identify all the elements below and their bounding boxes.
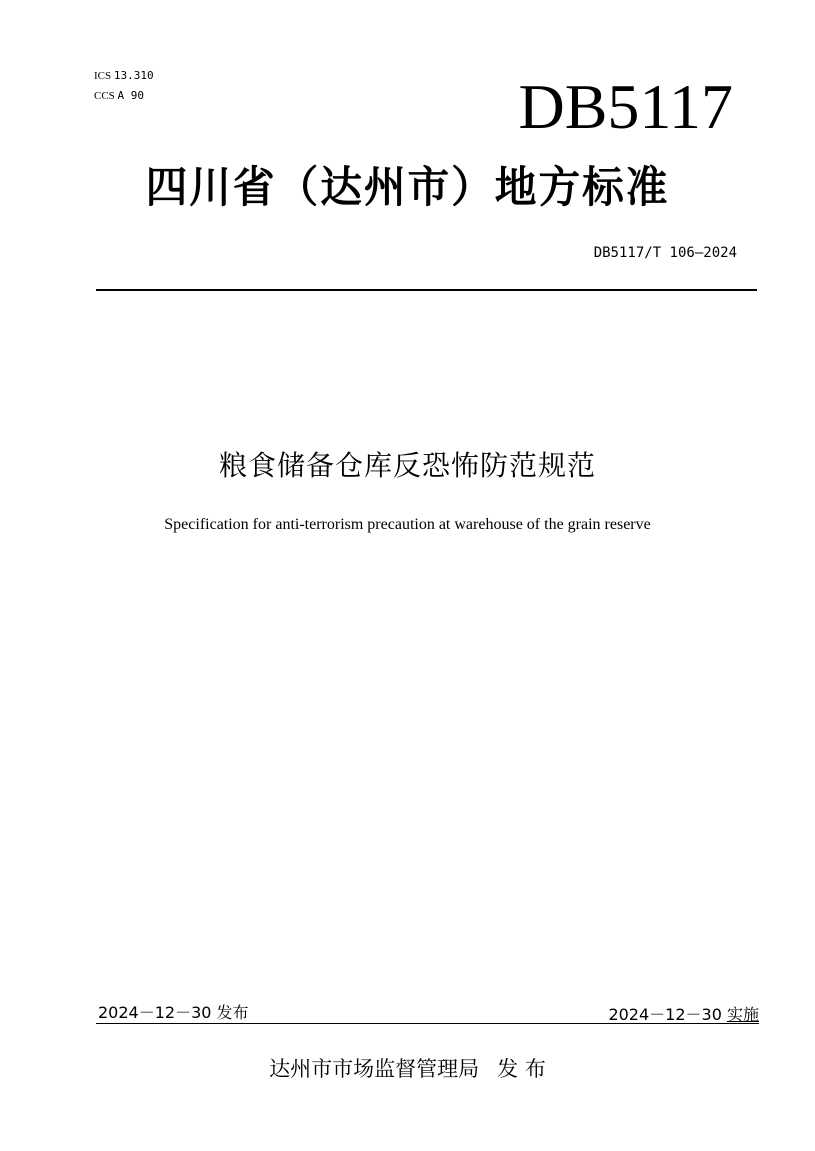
standard-category-title: 四川省（达州市）地方标准 — [145, 163, 670, 213]
ccs-line — [94, 86, 154, 106]
db-mark: DB5117 — [518, 71, 733, 142]
standard-number: DB5117/T 106—2024 — [593, 245, 737, 261]
header-divider — [96, 289, 757, 291]
document-title-en: Specification for anti-terrorism precaution at warehouse of the grain reserve — [164, 516, 651, 533]
issuer-line — [0, 1054, 815, 1084]
implement-date — [608, 1005, 759, 1025]
ics-line — [94, 66, 154, 86]
implement-date-value: 2024－12－30 — [608, 1005, 722, 1024]
footer-divider — [96, 1023, 759, 1024]
issuer-action: 发 布 — [497, 1057, 546, 1081]
ccs-code: A 90 — [117, 89, 145, 102]
ics-label: ICS — [94, 70, 112, 82]
issuer-name: 达州市市场监督管理局 — [269, 1057, 480, 1081]
document-title-cn: 粮食储备仓库反恐怖防范规范 — [218, 449, 596, 482]
publish-date-label: 发布 — [216, 1003, 249, 1022]
classification-codes — [94, 66, 154, 106]
ccs-label: CCS — [94, 90, 115, 102]
publish-date — [98, 1003, 249, 1023]
implement-date-label: 实施 — [726, 1005, 759, 1024]
ics-code: 13.310 — [113, 69, 154, 82]
publish-date-value: 2024－12－30 — [98, 1003, 212, 1022]
